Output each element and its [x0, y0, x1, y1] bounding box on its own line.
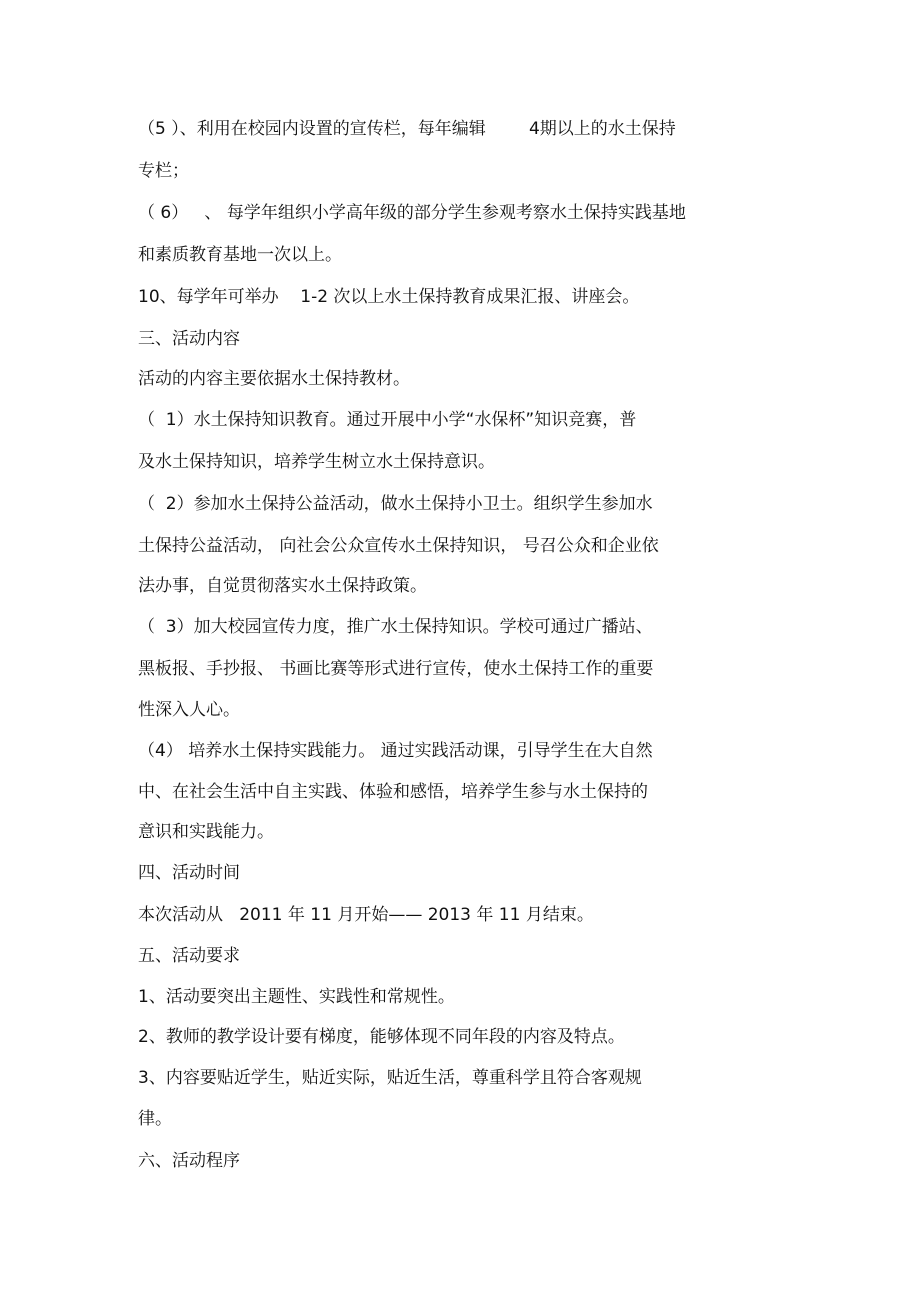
section-heading: 四、活动时间: [138, 863, 240, 883]
text-line: （ 1）水土保持知识教育。通过开展中小学“水保杯”知识竞赛，普: [138, 410, 637, 430]
text-line: 2、教师的教学设计要有梯度，能够体现不同年段的内容及特点。: [138, 1027, 625, 1047]
text-line: 活动的内容主要依据水土保持教材。: [138, 369, 410, 389]
text-line: 性深入人心。: [138, 700, 240, 720]
text-line: 及水土保持知识，培养学生树立水土保持意识。: [138, 452, 495, 472]
section-heading: 三、活动内容: [138, 329, 240, 349]
text-line: （ 2）参加水土保持公益活动，做水土保持小卫士。组织学生参加水: [138, 494, 653, 514]
text-line: 专栏；: [138, 161, 189, 181]
text-line: 黑板报、手抄报、 书画比赛等形式进行宣传，使水土保持工作的重要: [138, 659, 654, 679]
text-line: 法办事，自觉贯彻落实水土保持政策。: [138, 576, 427, 596]
text-line: （ 3）加大校园宣传力度，推广水土保持知识。学校可通过广播站、: [138, 617, 653, 637]
text-line: 本次活动从 2011 年 11 月开始—— 2013 年 11 月结束。: [138, 905, 594, 925]
text-line: 1、活动要突出主题性、实践性和常规性。: [138, 987, 455, 1007]
text-line: （ 6） 、 每学年组织小学高年级的部分学生参观考察水土保持实践基地: [138, 203, 686, 223]
text-line: 10、每学年可举办 1-2 次以上水土保持教育成果汇报、讲座会。: [138, 287, 640, 307]
text-line: 和素质教育基地一次以上。: [138, 245, 342, 265]
text-line: （4） 培养水土保持实践能力。 通过实践活动课，引导学生在大自然: [138, 741, 653, 761]
text-line: 律。: [138, 1109, 172, 1129]
text-line: 中、在社会生活中自主实践、体验和感悟，培养学生参与水土保持的: [138, 782, 648, 802]
text-line: （5 ）、利用在校园内设置的宣传栏，每年编辑 4期以上的水土保持: [138, 119, 676, 139]
text-line: 土保持公益活动， 向社会公众宣传水土保持知识， 号召公众和企业依: [138, 536, 659, 556]
text-line: 意识和实践能力。: [138, 822, 274, 842]
section-heading: 五、活动要求: [138, 946, 240, 966]
section-heading: 六、活动程序: [138, 1151, 240, 1171]
text-line: 3、内容要贴近学生，贴近实际，贴近生活，尊重科学且符合客观规: [138, 1068, 642, 1088]
